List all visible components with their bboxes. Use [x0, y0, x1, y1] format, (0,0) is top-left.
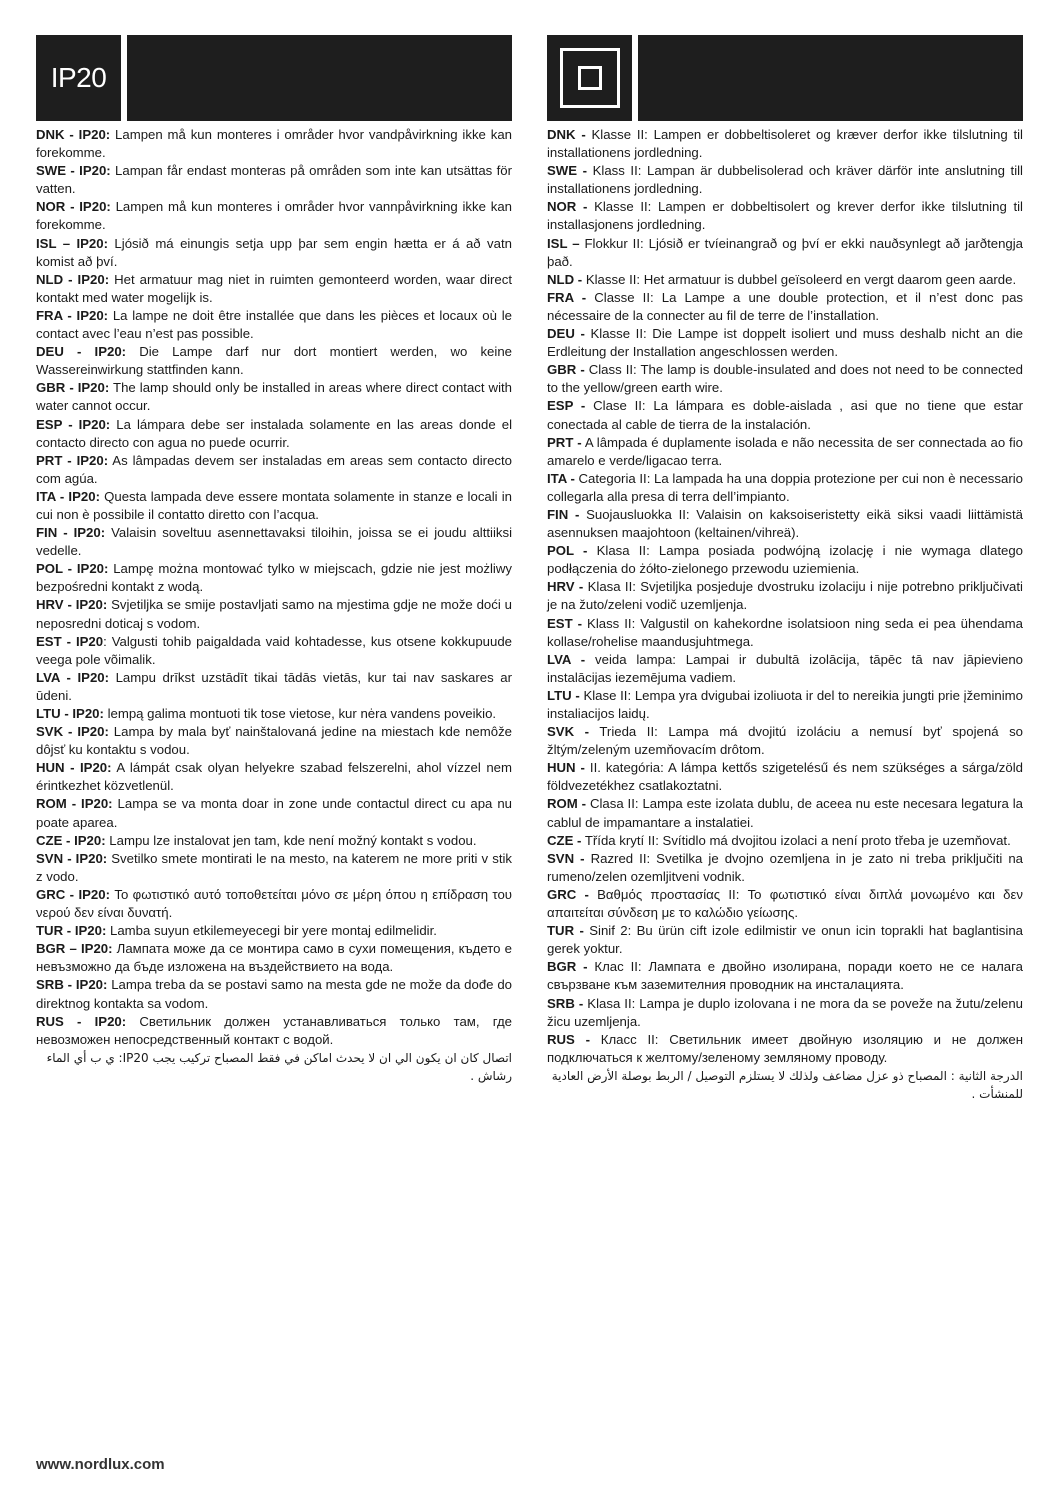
- language-text: The lamp should only be installed in areas where direct contact with water cannot occur.: [36, 380, 512, 414]
- language-text: Лампата може да се монтира само в сухи помещения, където е невъзможно да бъде изложена на въздействието на вода.: [36, 941, 512, 975]
- language-entry: [36, 940, 512, 976]
- language-code: PRT - IP20:: [36, 452, 109, 468]
- language-entry: [36, 705, 512, 723]
- language-entry: [36, 198, 512, 234]
- language-entry: [36, 633, 512, 669]
- language-code: GRC -: [547, 886, 589, 902]
- language-code: DNK - IP20:: [36, 127, 111, 142]
- language-text: Klasse II: Lampen er dobbeltisolert og krever derfor ikke tilslutning til installasjonens jordledning.: [547, 199, 1023, 233]
- language-entry: [36, 886, 512, 922]
- language-entry: [36, 452, 512, 488]
- language-code: BGR -: [547, 959, 588, 975]
- language-entry: [36, 343, 512, 379]
- language-entry: [547, 289, 1023, 325]
- language-entry: [36, 379, 512, 415]
- language-entry: [36, 759, 512, 795]
- language-code: ROM -: [547, 796, 587, 812]
- language-entry: [547, 850, 1023, 886]
- class-ii-inner-square: [578, 66, 602, 90]
- language-text: Svjetiljka se smije postavljati samo na mjestima gdje ne može doći u neposredni doticaj s vodom.: [36, 597, 512, 631]
- language-text: Lampan får endast monteras på områden som inte kan utsättas för vatten.: [36, 163, 512, 197]
- language-entry: [547, 506, 1023, 542]
- language-entry: [547, 271, 1023, 289]
- language-entry: [36, 976, 512, 1012]
- language-text: Flokkur II: Ljósið er tvíeinangrað og því er ekki nauðsynlegt að jarðtengja það.: [547, 235, 1023, 269]
- language-entry: [547, 995, 1023, 1031]
- ip20-arabic-text: اتصال كان ان يكون الي ان لا يحدث اماكن في فقط المصباح تركيب يجب IP20: ي ب أي الماء رشاش .: [46, 1050, 512, 1083]
- language-text: Klase II: Lempa yra dvigubai izoliuota ir del to nereikia jungti prie įžeminimo instaliacijos laidų.: [547, 687, 1023, 721]
- language-entry: [547, 723, 1023, 759]
- language-code: TUR - IP20:: [36, 923, 107, 939]
- language-entry: [36, 560, 512, 596]
- language-code: SVN -: [547, 850, 585, 866]
- language-code: SWE - IP20:: [36, 163, 111, 179]
- language-text: Lampa se va monta doar in zone unde contactul direct cu apa nu poate aparea.: [36, 796, 512, 830]
- language-entry: [547, 470, 1023, 506]
- language-code: EST -: [547, 615, 583, 631]
- language-text: Lampen må kun monteres i områder hvor vandpåvirkning ikke kan forekomme.: [36, 127, 512, 161]
- language-text: Класс II: Светильник имеет двойную изоляцию и не должен подключаться к желтому/зеленому земляному проводу.: [547, 1031, 1023, 1065]
- language-code: HRV -: [547, 579, 584, 595]
- class-ii-double-square-icon: [547, 35, 632, 121]
- language-code: GRC - IP20:: [36, 886, 110, 902]
- language-entry: [547, 886, 1023, 922]
- language-code: LVA - IP20:: [36, 669, 110, 685]
- language-text: Classe II: La Lampe a une double protection, et il n’est donc pas nécessaire de la connecter au fil de terre de l’installation.: [547, 289, 1023, 323]
- language-entry: [547, 922, 1023, 958]
- left-header-bar: [127, 35, 512, 121]
- language-code: FIN - IP20:: [36, 525, 106, 541]
- language-text: Klasa II: Lampa posiada podwójną izolację i nie wymaga dlatego podłączenia do żółto-zielonego przewodu uziemienia.: [547, 543, 1023, 577]
- language-code: POL -: [547, 543, 588, 559]
- language-text: Valaisin soveltuu asennettavaksi tiloihin, joissa se ei joudu alttiiksi vedelle.: [36, 525, 513, 559]
- language-code: SVN - IP20:: [36, 850, 108, 866]
- language-code: POL - IP20:: [36, 561, 109, 577]
- language-text: : Valgusti tohib paigaldada vaid kohtadesse, kus otsene kokkupuude veega pole võimalik.: [36, 633, 512, 667]
- language-text: Το φωτιστικό αυτό τοποθετείται μόνο σε μέρη όπου η επίδραση του νερού δεν είναι δυνατή.: [36, 886, 512, 921]
- language-entry: [547, 832, 1023, 850]
- language-text: Светильник должен устанавливаться только там, где невозможен непосредственный контакт с водой.: [36, 1013, 512, 1047]
- language-text: A lámpát csak olyan helyekre szabad felszerelni, ahol vízzel nem érintkezhet közvetlenül.: [36, 760, 513, 794]
- language-text: Razred II: Svetilka je dvojno ozemljena in je zato ni treba priključiti na rumeno/zelen ozemljitveni vodnik.: [547, 850, 1024, 884]
- language-code: ESP -: [547, 398, 586, 414]
- language-text: Suojausluokka II: Valaisin on kaksoiseristetty eikä siksi vaadi liittämistä asennuksen maajohtoon (keltainen/vihreä).: [547, 506, 1023, 541]
- language-entry: [547, 759, 1023, 795]
- ip20-instructions-list: [36, 126, 512, 1049]
- language-entry: [547, 615, 1023, 651]
- language-entry: [547, 651, 1023, 687]
- language-text: veida lampa: Lampai ir dubultā izolācija, tāpēc tā nav jāpievieno instalācijas iezemējuma vadiem.: [547, 651, 1024, 685]
- language-text: Class II: The lamp is double-insulated and does not need to be connected to the yellow/green earth wire.: [547, 362, 1023, 396]
- language-text: Lampę można montować tylko w miejscach, gdzie nie jest możliwy bezpośredni kontakt z wodą.: [36, 561, 512, 595]
- language-text: Klasa II: Lampa je duplo izolovana i ne mora da se poveže na žutu/zelenu žicu uzemljenja.: [547, 995, 1023, 1029]
- language-text: Het armatuur mag niet in ruimten gemonteerd worden, waar direct kontakt med water mogelijk is.: [36, 271, 513, 305]
- language-entry: [547, 795, 1023, 831]
- language-entry: [36, 1013, 512, 1049]
- right-column: [547, 35, 1023, 1103]
- language-code: RUS - IP20:: [36, 1013, 127, 1029]
- language-text: Categoria II: La lampada ha una doppia protezione per cui non è necessario collegarla alla presa di terra dell’impianto.: [547, 470, 1023, 504]
- left-column: [36, 35, 512, 1085]
- language-text: Clase II: La lámpara es doble-aislada , asi que no tiene que estar conectada al cable de tierra de la instalación.: [547, 398, 1023, 432]
- language-code: FRA -: [547, 289, 587, 305]
- language-code: TUR -: [547, 923, 584, 939]
- language-text: Lampu drīkst uzstādīt tikai tādās vietās, kur tai nav saskares ar ūdeni.: [36, 669, 512, 703]
- right-header: [547, 35, 1023, 121]
- language-entry: [547, 687, 1023, 723]
- language-text: Ljósið má einungis setja upp þar sem engin hætta er á að vatn komist að því.: [36, 235, 512, 269]
- language-text: Lampen må kun monteres i områder hvor vannpåvirkning ikke kan forekomme.: [36, 199, 512, 233]
- language-code: HUN -: [547, 760, 585, 776]
- language-entry: [547, 542, 1023, 578]
- class-ii-arabic-text: الدرجة الثانية : المصباح ذو عزل مضاعف ولذلك لا يستلزم التوصيل / الربط بوصلة الأرض العادية للمنشأت .: [551, 1068, 1023, 1101]
- language-entry: [36, 922, 512, 940]
- language-code: LTU - IP20:: [36, 706, 104, 721]
- language-text: Lampa treba da se postavi samo na mesta gde ne može da dođe do direktnog kontakta sa vodom.: [36, 977, 512, 1011]
- language-code: CZE -: [547, 832, 582, 848]
- language-entry: [547, 1031, 1023, 1067]
- language-code: LVA -: [547, 651, 586, 667]
- language-code: GBR -: [547, 362, 585, 378]
- language-entry: [547, 126, 1023, 162]
- language-entry: [547, 958, 1023, 994]
- language-entry: [547, 325, 1023, 361]
- language-entry: [36, 235, 512, 271]
- language-code: NLD - IP20:: [36, 271, 110, 287]
- language-code: GBR - IP20:: [36, 380, 110, 396]
- language-text: Lamba suyun etkilemeyecegi bir yere montaj edilmelidir.: [106, 923, 437, 939]
- language-text: Lampu lze instalovat jen tam, kde není možný kontakt s vodou.: [105, 832, 477, 848]
- language-entry: [36, 832, 512, 850]
- language-code: NOR -: [547, 199, 588, 215]
- language-text: Клас II: Лампата е двойно изолирана, поради което не се налага свързване към заземителния проводник на инсталацията.: [547, 959, 1023, 993]
- language-entry: [547, 198, 1023, 234]
- language-entry: [36, 669, 512, 705]
- language-code: HRV - IP20:: [36, 597, 108, 613]
- language-text: Lampa by mala byť nainštalovaná jedine na miestach kde nemôže dôjsť ku kontaktu s vodou.: [36, 724, 512, 758]
- language-entry: [36, 795, 512, 831]
- language-code: DEU -: [547, 326, 585, 342]
- language-text: A lâmpada é duplamente isolada e não necessita de ser connectada ao fio amarelo e verde/ligacao terra.: [547, 434, 1023, 468]
- language-entry: [547, 361, 1023, 397]
- language-text: Klass II: Lampan är dubbelisolerad och kräver därför inte anslutning till installationens jordledning.: [547, 163, 1023, 197]
- language-entry: [547, 578, 1023, 614]
- language-code: HUN - IP20:: [36, 760, 112, 776]
- language-code: FRA - IP20:: [36, 307, 109, 323]
- language-text: La lámpara debe ser instalada solamente en las areas donde el contacto directo con agua no puede ocurrir.: [36, 416, 512, 450]
- language-text: Klass II: Valgustil on kahekordne isolatsioon ning seda ei pea ühendama kollase/rohelise maandusjuhtmega.: [547, 615, 1023, 649]
- language-entry: [36, 723, 512, 759]
- language-code: BGR – IP20:: [36, 941, 113, 957]
- language-text: Βαθμός προστασίας II: Το φωτιστικό είναι διπλά μονωμένο και δεν απαιτείται σύνδεση με το καλώδιο γείωσης.: [547, 886, 1023, 921]
- language-code: DNK -: [547, 127, 586, 142]
- language-code: SVK - IP20:: [36, 724, 109, 740]
- language-text: La lampe ne doit être installée que dans les pièces et locaux où le contact avec l’eau n’est pas possible.: [36, 307, 512, 342]
- language-code: ROM - IP20:: [36, 796, 113, 812]
- language-entry: [547, 434, 1023, 470]
- language-entry: [36, 271, 512, 307]
- language-code: FIN -: [547, 506, 580, 522]
- ip20-badge: IP20: [36, 35, 121, 121]
- language-code: NOR - IP20:: [36, 199, 111, 215]
- language-entry: [36, 524, 512, 560]
- language-entry: [36, 162, 512, 198]
- left-header: [36, 35, 512, 121]
- language-text: Trieda II: Lampa má dvojitú izoláciu a nemusí byť spojená so žltým/zeleným uzemňovacím drôtom.: [547, 724, 1024, 758]
- class-ii-outer-square: [560, 48, 620, 108]
- class-ii-instructions-list: [547, 126, 1023, 1067]
- language-entry: [547, 235, 1023, 271]
- language-code: SRB -: [547, 995, 584, 1011]
- language-entry: [36, 850, 512, 886]
- language-text: Questa lampada deve essere montata solamente in stanze e locali in cui non è possibile il contatto diretto con l’acqua.: [36, 488, 512, 522]
- language-text: Klasse II: Lampen er dobbeltisoleret og kræver derfor ikke tilslutning til installationens jordledning.: [547, 127, 1023, 161]
- language-text: lempą galima montuoti tik tose vietose, kur nėra vandens poveikio.: [103, 706, 497, 721]
- language-entry: [547, 162, 1023, 198]
- language-code: ESP - IP20:: [36, 416, 111, 432]
- language-code: SVK -: [547, 724, 590, 740]
- language-text: Die Lampe darf nur dort montiert werden, wo keine Wassereinwirkung stattfinden kann.: [36, 344, 512, 378]
- language-code: SWE -: [547, 163, 588, 179]
- right-header-bar: [638, 35, 1023, 121]
- language-code: ITA - IP20:: [36, 488, 100, 504]
- language-code: ISL –: [547, 235, 580, 251]
- language-code: PRT -: [547, 434, 582, 450]
- language-entry: [36, 416, 512, 452]
- language-code: LTU -: [547, 687, 580, 703]
- language-text: Clasa II: Lampa este izolata dublu, de aceea nu este necesara legatura la cablul de impamantare a instalatiei.: [547, 796, 1023, 830]
- language-text: Sinif 2: Bu ürün cift izole edilmistir ve onun icin toprakli hat baglantisina gerek yoktur.: [547, 923, 1023, 957]
- language-entry: [36, 307, 512, 343]
- language-text: Klasa II: Svjetiljka posjeduje dvostruku izolaciju i nije potrebno priključivati je na žuto/zeleni vodič uzemljenja.: [547, 579, 1023, 613]
- language-entry: [36, 596, 512, 632]
- language-code: NLD -: [547, 271, 583, 287]
- language-code: SRB - IP20:: [36, 977, 108, 993]
- language-code: ITA -: [547, 470, 575, 486]
- language-text: Klasse II: Die Lampe ist doppelt isoliert und muss deshalb nicht an die Erdleitung der Installation angeschlossen werden.: [547, 326, 1023, 360]
- language-code: DEU - IP20:: [36, 344, 127, 360]
- language-code: EST - IP20: [36, 633, 104, 649]
- footer-url[interactable]: www.nordlux.com: [36, 1456, 165, 1473]
- language-text: Svetilko smete montirati le na mesto, na katerem ne more priti v stik z vodo.: [36, 850, 513, 884]
- language-code: ISL – IP20:: [36, 235, 108, 251]
- language-text: As lâmpadas devem ser instaladas em areas sem contacto directo com agúa.: [36, 452, 512, 486]
- language-entry: [36, 488, 512, 524]
- language-entry: [547, 397, 1023, 433]
- language-code: CZE - IP20:: [36, 832, 106, 848]
- language-text: Klasse II: Het armatuur is dubbel geïsoleerd en vergt daarom geen aarde.: [582, 271, 1017, 287]
- language-text: Třída krytí II: Svítidlo má dvojitou izolaci a není proto třeba je uzemňovat.: [581, 832, 1011, 848]
- language-text: II. kategória: A lámpa kettős szigetelésű és nem szükséges a sárga/zöld földvezetékhez csatlakoztatni.: [547, 760, 1023, 794]
- language-code: RUS -: [547, 1031, 591, 1047]
- language-entry: [36, 126, 512, 162]
